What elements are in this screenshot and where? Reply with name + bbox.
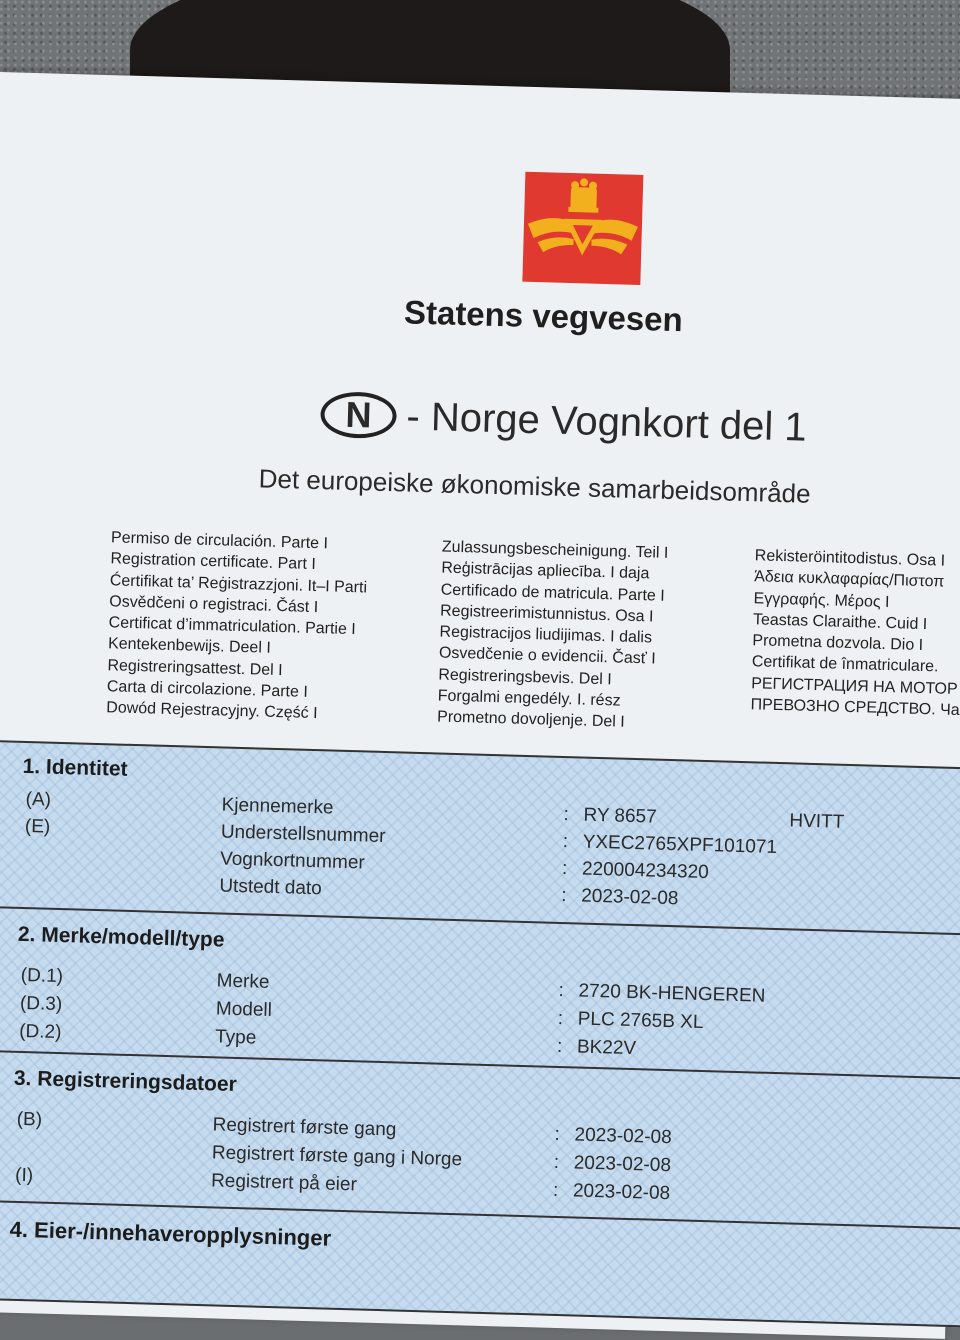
language-column-1	[106, 527, 369, 726]
field-code: (D.2)	[18, 1020, 62, 1044]
field-separator: :	[556, 1035, 563, 1058]
field-value: 2023-02-08	[580, 885, 679, 910]
language-line: Rekisteröintitodistus. Osa I	[754, 547, 946, 570]
language-line: Permiso de circulación. Parte I	[110, 529, 329, 553]
language-line: Εγγραφής. Μέρος I	[753, 589, 890, 611]
field-separator: :	[553, 1151, 560, 1174]
language-line: ПРЕВОЗНО СРЕДСТВО. Ча	[750, 696, 960, 720]
field-label: Registrert første gang	[212, 1114, 397, 1141]
language-line: Registreringsbevis. Del I	[438, 666, 612, 689]
section-identitet	[0, 742, 960, 934]
field-code: (E)	[24, 815, 51, 838]
statens-vegvesen-logo	[522, 172, 643, 285]
section-title: 3. Registreringsdatoer	[13, 1066, 238, 1097]
field-code: (B)	[16, 1108, 43, 1131]
field-value: YXEC2765XPF101071	[582, 831, 778, 858]
field-value: 2023-02-08	[572, 1180, 671, 1205]
language-line: Reģistrācijas apliecība. I daja	[441, 559, 650, 583]
language-line: Άδεια κυκλαφαρίας/Πιστοπ	[753, 568, 945, 591]
language-line: Prometno dovoljenje. Del I	[436, 708, 625, 732]
registration-document	[0, 72, 960, 1339]
language-line: Prometna dozvola. Dio I	[752, 632, 924, 655]
field-label: Utstedt dato	[219, 875, 323, 900]
field-label: Modell	[215, 998, 273, 1021]
language-line: Osvedčenie o evidencii. Časť I	[438, 644, 656, 669]
field-separator: :	[562, 831, 569, 853]
field-value: 2023-02-08	[574, 1124, 673, 1149]
field-separator: :	[554, 1123, 561, 1146]
field-separator: :	[563, 804, 570, 826]
field-label: Merke	[216, 970, 270, 993]
field-label: Kjennemerke	[221, 794, 334, 819]
language-line: Carta di circolazione. Parte I	[106, 678, 309, 701]
country-code-badge: N	[320, 391, 397, 439]
organization-name: Statens vegvesen	[403, 293, 684, 339]
document-subtitle: Det europeiske økonomiske samarbeidsområde	[258, 463, 811, 509]
field-value: 220004234320	[581, 858, 710, 884]
language-line: РЕГИСТРАЦИЯ НА МОТОР	[750, 674, 958, 698]
section-title: 1. Identitet	[22, 754, 128, 781]
field-label: Type	[214, 1026, 257, 1049]
field-separator: :	[561, 858, 568, 880]
language-line: Osvědčeni o registraci. Část I	[109, 593, 319, 616]
field-code: (D.3)	[19, 992, 63, 1016]
section-registreringsdatoer	[0, 1050, 960, 1230]
language-line: Certificat d’immatriculation. Partie I	[108, 614, 356, 639]
field-label: Understellsnummer	[220, 821, 386, 848]
language-line: Registration certificate. Part I	[110, 550, 317, 574]
language-line: Registracijos liudijimas. I dalis	[439, 623, 653, 647]
language-line: Kentekenbewijs. Deel I	[107, 635, 272, 658]
field-code: (D.1)	[20, 964, 64, 988]
field-value: 2720 BK-HENGEREN	[578, 980, 766, 1007]
section-title: 2. Merke/modell/type	[17, 922, 225, 952]
field-value: BK22V	[576, 1036, 637, 1060]
language-line: Zulassungsbescheinigung. Teil I	[441, 538, 669, 562]
language-line: Ćertifikat ta’ Reġistrazzjoni. It–I Parti	[109, 571, 368, 597]
language-line: Certificado de matricula. Parte I	[440, 581, 665, 605]
field-label: Vognkortnummer	[219, 848, 366, 874]
field-code: (A)	[25, 789, 52, 811]
field-label: Registrert første gang i Norge	[211, 1142, 463, 1171]
language-line: Registreerimistunnistus. Osa I	[439, 602, 654, 626]
language-line: Certifikat de înmatriculare.	[751, 653, 939, 676]
field-color-value: HVITT	[789, 810, 845, 833]
field-separator: :	[560, 884, 567, 907]
field-code: (I)	[14, 1164, 34, 1187]
registration-form	[0, 740, 960, 1328]
field-separator: :	[552, 1179, 559, 1202]
language-line: Forgalmi engedély. I. rész	[437, 687, 621, 710]
field-value: RY 8657	[583, 804, 658, 828]
document-title	[320, 391, 807, 451]
field-separator: :	[558, 979, 565, 1002]
language-line: Dowód Rejestracyjny. Część I	[106, 699, 318, 723]
field-label: Registrert på eier	[210, 1170, 358, 1196]
language-column-2	[437, 537, 669, 735]
language-column-3	[750, 545, 960, 721]
section-title: 4. Eier-/innehaveropplysninger	[9, 1216, 332, 1251]
document-title-text: - Norge Vognkort del 1	[405, 393, 808, 450]
field-value: 2023-02-08	[573, 1152, 672, 1177]
field-separator: :	[557, 1007, 564, 1030]
field-value: PLC 2765B XL	[577, 1008, 704, 1034]
language-line: Registreringsattest. Del I	[107, 657, 283, 679]
language-line: Teastas Claraithe. Cuid I	[752, 611, 928, 633]
